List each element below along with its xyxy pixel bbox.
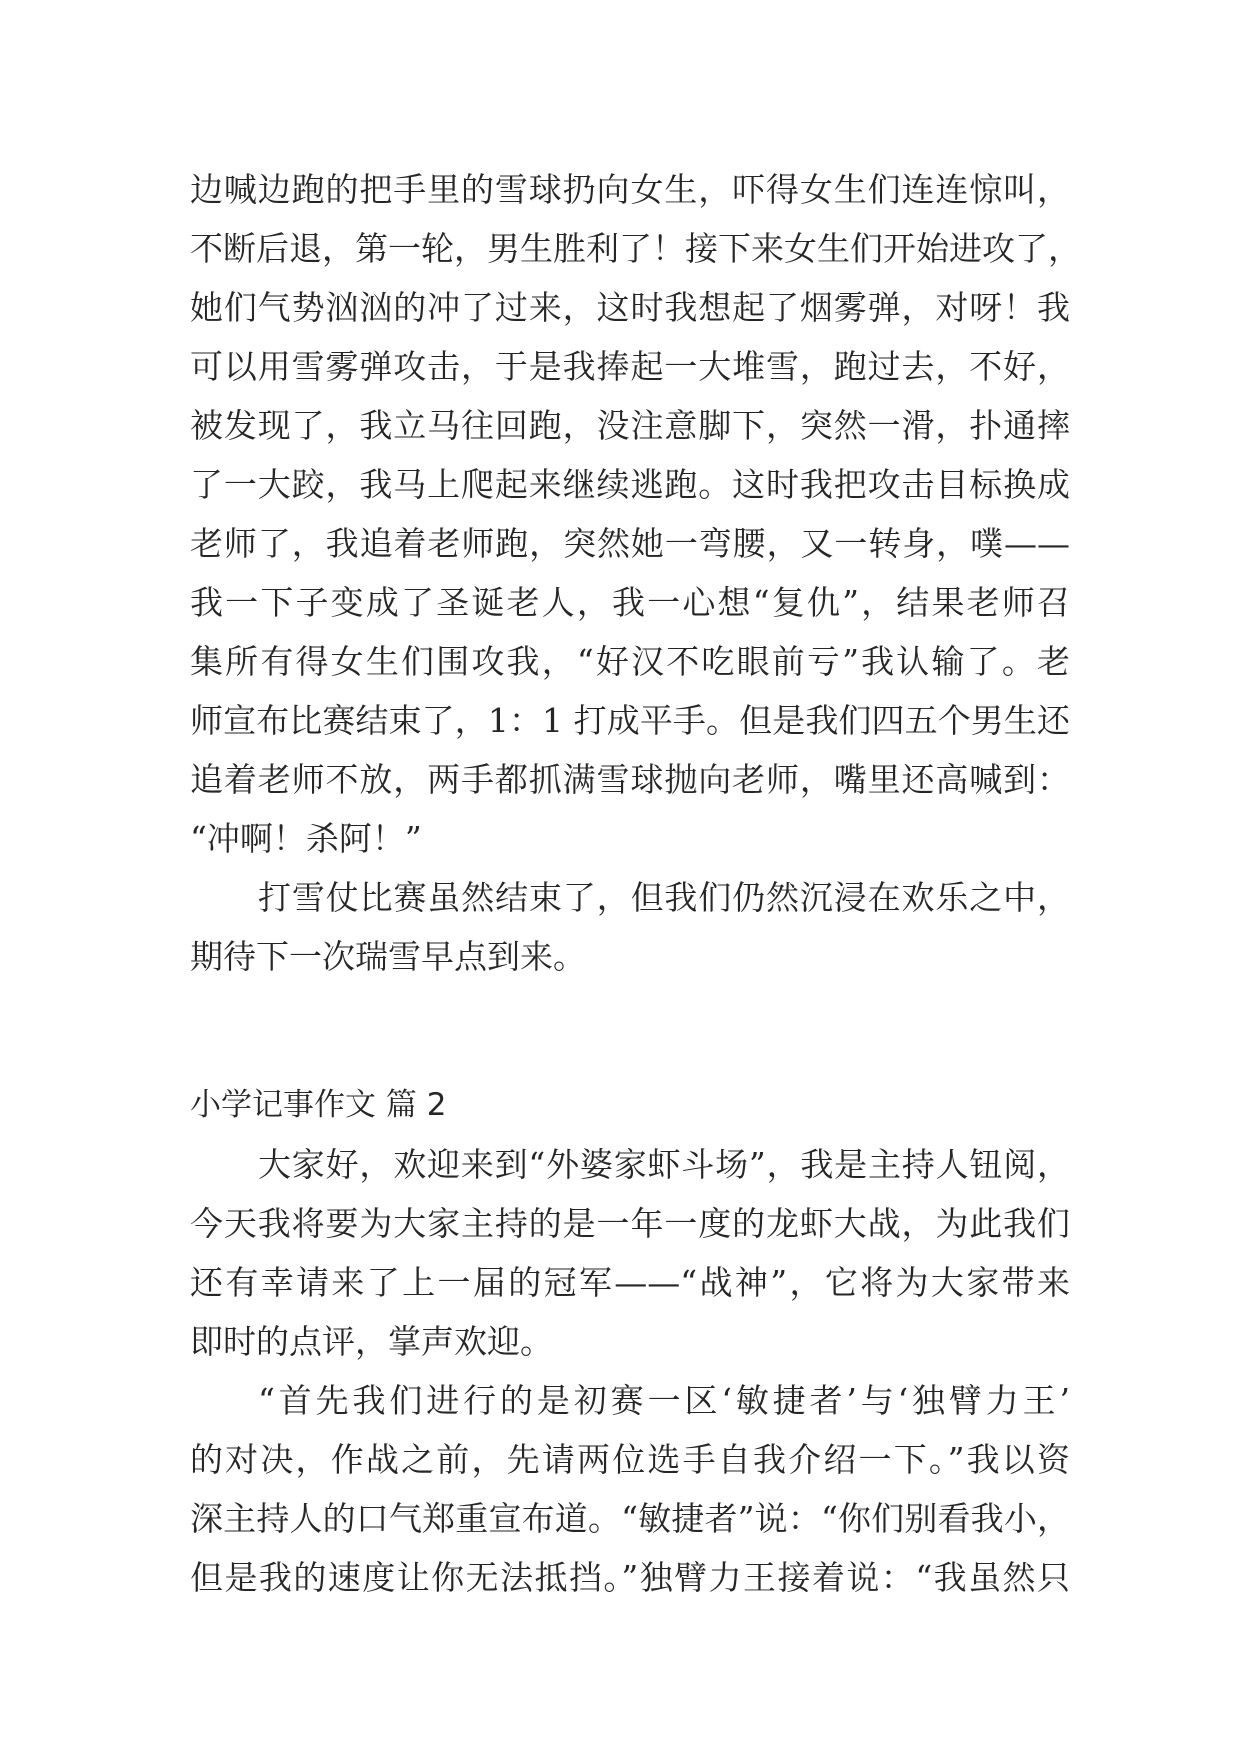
text-line: 还有幸请来了上一届的冠军——“战神”，它将为大家带来 xyxy=(190,1263,1070,1302)
text-line: 但是我的速度让你无法抵挡。”独臂力王接着说：“我虽然只 xyxy=(190,1558,1070,1597)
paragraph-conclusion xyxy=(190,868,1070,986)
paragraph-first-match xyxy=(190,1371,1070,1607)
text-line: 了一大跤，我马上爬起来继续逃跑。这时我把攻击目标换成 xyxy=(190,465,1070,504)
text-line: 即时的点评，掌声欢迎。 xyxy=(190,1322,553,1361)
text-line: 可以用雪雾弹攻击，于是我捧起一大堆雪，跑过去，不好， xyxy=(190,347,1070,386)
text-line: 她们气势汹汹的冲了过来，这时我想起了烟雾弹，对呀！我 xyxy=(190,288,1070,327)
text-line: 我一下子变成了圣诞老人，我一心想“复仇”，结果老师召 xyxy=(190,583,1070,622)
text-line: 深主持人的口气郑重宣布道。“敏捷者”说：“你们别看我小， xyxy=(190,1499,1070,1538)
text-line: “冲啊！杀阿！” xyxy=(190,819,422,858)
text-line: 今天我将要为大家主持的是一年一度的龙虾大战，为此我们 xyxy=(190,1204,1070,1243)
text-line: 期待下一次瑞雪早点到来。 xyxy=(190,937,586,976)
paragraph-host-intro xyxy=(190,1135,1070,1371)
text-line: 大家好，欢迎来到“外婆家虾斗场”，我是主持人钮阅， xyxy=(258,1145,1070,1184)
text-line: 的对决，作战之前，先请两位选手自我介绍一下。”我以资 xyxy=(190,1440,1070,1479)
document-body xyxy=(190,160,1081,1607)
section-spacer xyxy=(190,986,1070,1076)
text-line: 边喊边跑的把手里的雪球扔向女生，吓得女生们连连惊叫， xyxy=(190,170,1070,209)
text-line: 师宣布比赛结束了，1：1 打成平手。但是我们四五个男生还 xyxy=(190,701,1070,740)
text-line: 被发现了，我立马往回跑，没注意脚下，突然一滑，扑通摔 xyxy=(190,406,1070,445)
text-line: 老师了，我追着老师跑，突然她一弯腰，又一转身，噗—— xyxy=(190,524,1070,563)
text-line: 追着老师不放，两手都抓满雪球抛向老师，嘴里还高喊到： xyxy=(190,760,1070,799)
text-line: 打雪仗比赛虽然结束了，但我们仍然沉浸在欢乐之中， xyxy=(258,878,1070,917)
section-heading: 小学记事作文 篇 2 xyxy=(190,1087,447,1123)
text-line: 不断后退，第一轮，男生胜利了！接下来女生们开始进攻了， xyxy=(190,229,1081,268)
text-line: “首先我们进行的是初赛一区‘敏捷者’与‘独臂力王’ xyxy=(258,1381,1070,1420)
text-line: 集所有得女生们围攻我，“好汉不吃眼前亏”我认输了。老 xyxy=(190,642,1070,681)
paragraph-snowball-fight-continued xyxy=(190,160,1081,868)
